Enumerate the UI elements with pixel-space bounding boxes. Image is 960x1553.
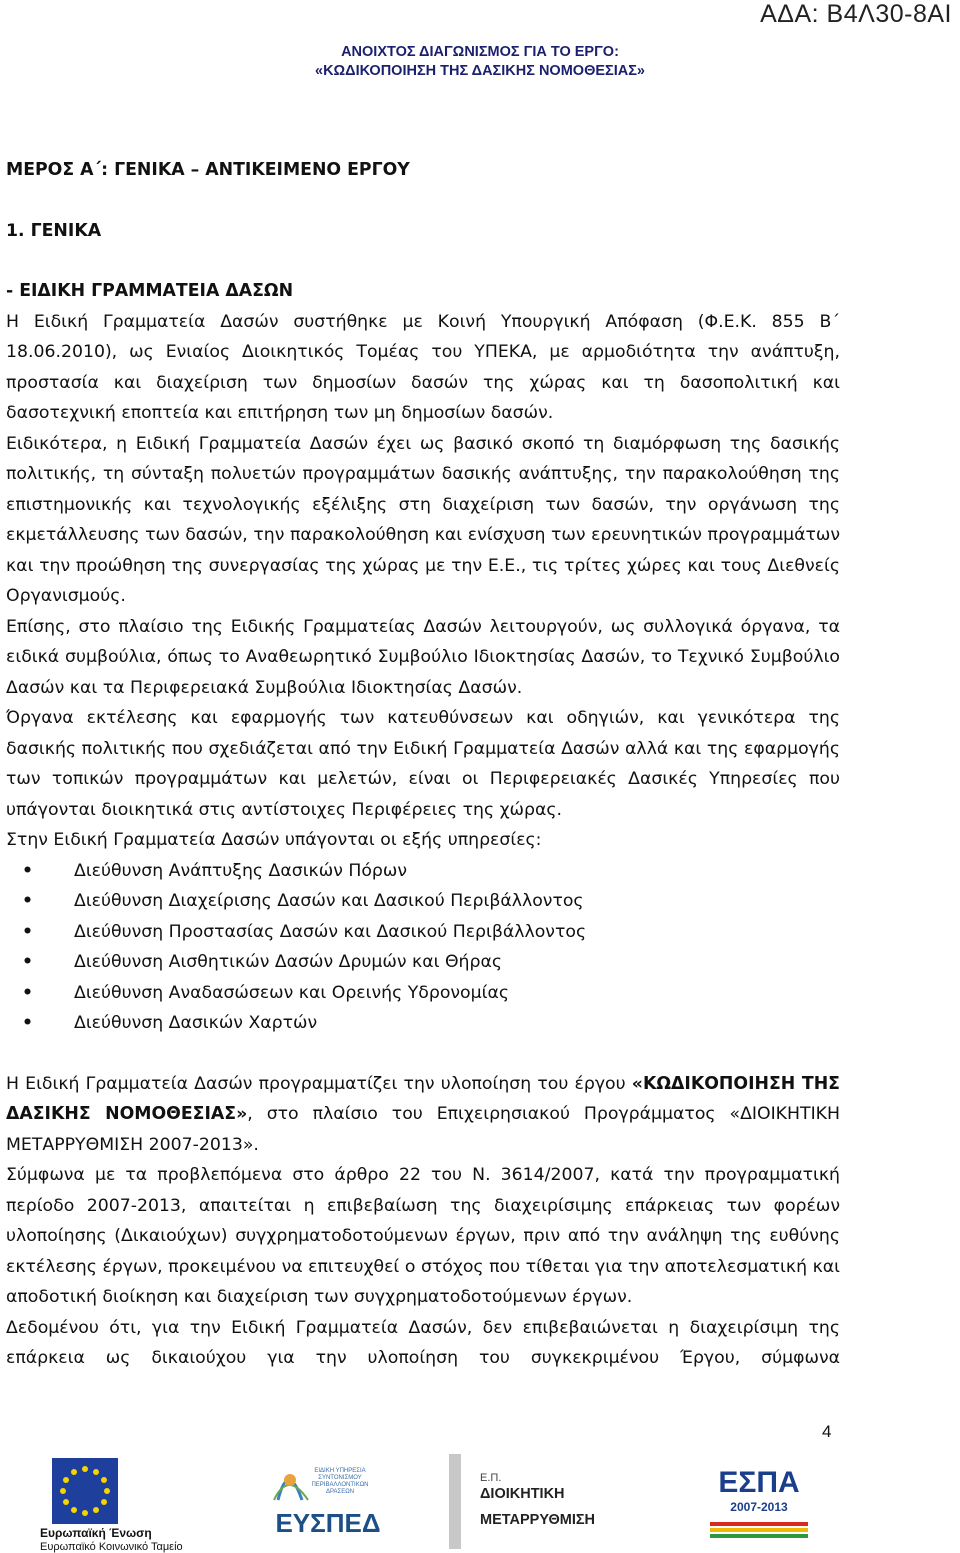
part-heading: ΜΕΡΟΣ Α΄: ΓΕΝΙΚΑ – ΑΝΤΙΚΕΙΜΕΝΟ ΕΡΓΟΥ <box>6 160 410 180</box>
document-body <box>6 155 840 1374</box>
eu-flag-icon <box>52 1458 118 1524</box>
header-line-1: ΑΝΟΙΧΤΟΣ ΔΙΑΓΩΝΙΣΜΟΣ ΓΙΑ ΤΟ ΕΡΓΟ: <box>341 44 619 60</box>
list-item: • Διεύθυνση Ανάπτυξης Δασικών Πόρων <box>6 856 840 887</box>
subsection-heading: - ΕΙΔΙΚΗ ΓΡΑΜΜΑΤΕΙΑ ΔΑΣΩΝ <box>6 281 294 301</box>
list-item: • Διεύθυνση Δασικών Χαρτών <box>6 1008 840 1039</box>
esf-label: Ευρωπαϊκό Κοινωνικό Ταμείο <box>40 1541 183 1553</box>
paragraph-purpose: Ειδικότερα, η Ειδική Γραμματεία Δασών έχει ως βασικό σκοπό τη διαμόρφωση της δασικής πολιτικής, τη σύνταξη πολυετών προγραμμάτων δασικής ανάπτυξης, την παρακολούθηση της επιστημονικής και τεχνολογικής εξέλιξης στη διαχείριση των δασών, την οργάνωση της εκμετάλλευσης των δασών, την παρακολούθηση και ενίσχυση των ερευνητικών προγραμμάτων και την προώθηση της συνεργασίας της χώρας με την Ε.Ε., τις τρίτες χώρες και τους Διεθνείς Οργανισμούς. <box>6 433 840 606</box>
paragraph-project <box>6 1069 840 1161</box>
program-line-2: ΜΕΤΑΡΡΥΘΜΙΣΗ <box>480 1512 596 1528</box>
list-item: • Διεύθυνση Προστασίας Δασών και Δασικού Περιβάλλοντος <box>6 917 840 948</box>
project-title: «ΚΩΔΙΚΟΠΟΙΗΣΗ ΤΗΣ ΔΑΣΙΚΗΣ ΝΟΜΟΘΕΣΙΑΣ» <box>6 1073 840 1124</box>
espa-years: 2007-2013 <box>730 1500 788 1514</box>
eu-label: Ευρωπαϊκή Ένωση <box>40 1526 152 1540</box>
project-text-rest: , στο πλαίσιο του Επιχειρησιακού Προγράμματος «ΔΙΟΙΚΗΤΙΚΗ ΜΕΤΑΡΡΥΘΜΙΣΗ 2007-2013». <box>6 1104 840 1155</box>
program-line-1: ΔΙΟΙΚΗΤΙΚΗ <box>480 1486 565 1502</box>
page-number: 4 <box>822 1422 832 1441</box>
paragraph-regional-services: Όργανα εκτέλεσης και εφαρμογής των κατευθύνσεων και οδηγιών, και γενικότερα της δασικής πολιτικής που σχεδιάζεται από την Ειδική Γραμματεία Δασών αλλά και της εφαρμογής των τοπικών προγραμμάτων και μελετών, είναι οι Περιφερειακές Δασικές Υπηρεσίες που υπάγονται διοικητικά στις αντίστοιχες Περιφέρειες της χώρας. <box>6 708 840 820</box>
list-item: • Διεύθυνση Αναδασώσεων και Ορεινής Υδρονομίας <box>6 978 840 1009</box>
list-item: • Διεύθυνση Διαχείρισης Δασών και Δασικού Περιβάλλοντος <box>6 886 840 917</box>
paragraph-services-intro: Στην Ειδική Γραμματεία Δασών υπάγονται οι εξής υπηρεσίες: <box>6 830 542 850</box>
list-item: • Διεύθυνση Αισθητικών Δασών Δρυμών και Θήρας <box>6 947 840 978</box>
eysped-title: ΕΥΣΠΕΔ <box>275 1508 381 1538</box>
footer-logos <box>0 1452 960 1551</box>
paragraph-establishment: Η Ειδική Γραμματεία Δασών συστήθηκε με Κοινή Υπουργική Απόφαση (Φ.Ε.Κ. 855 Β΄ 18.06.2010), ως Ενιαίος Διοικητικός Τομέας του ΥΠΕΚΑ, με αρμοδιότητα την ανάπτυξη, προστασία και διαχείριση των δημοσίων δασών της χώρας και τη δασοπολιτική και δασοτεχνική εποπτεία και επιτήρηση των μη δημοσίων δασών. <box>6 311 840 423</box>
program-abbrev: Ε.Π. <box>480 1472 502 1484</box>
espa-title: ΕΣΠΑ <box>718 1466 800 1499</box>
services-list <box>6 856 840 1039</box>
paragraph-councils: Επίσης, στο πλαίσιο της Ειδικής Γραμματείας Δασών λειτουργούν, ως συλλογικά όργανα, τα ειδικά συμβούλια, όπως το Αναθεωρητικό Συμβούλιο Ιδιοκτησίας Δασών, το Τεχνικό Συμβούλιο Δασών και τα Περιφερειακά Συμβούλια Ιδιοκτησίας Δασών. <box>6 616 840 698</box>
ada-code: ΑΔΑ: Β4Λ30-8ΑΙ <box>760 0 952 28</box>
section-heading: 1. ΓΕΝΙΚΑ <box>6 220 102 241</box>
project-text-start: Η Ειδική Γραμματεία Δασών προγραμματίζει την υλοποίηση του έργου <box>6 1073 626 1094</box>
paragraph-law: Σύμφωνα με τα προβλεπόμενα στο άρθρο 22 του Ν. 3614/2007, κατά την προγραμματική περίοδο 2007-2013, απαιτείται η επιβεβαίωση της διαχειρίσιμης επάρκειας των φορέων υλοποίησης (Δικαιούχων) συγχρηματοδοτούμενων έργων, πριν από την ανάληψη της ευθύνης εκτέλεσης έργων, προκειμένου να επιτευχθεί ο στόχος που τίθεται για την αποτελεσματική και αποδοτική διοίκηση και διαχείριση των συγχρηματοδοτούμενων έργων. <box>6 1165 840 1307</box>
eysped-subtitle: ΕΙΔΙΚΗ ΥΠΗΡΕΣΙΑ ΣΥΝΤΟΝΙΣΜΟΥ ΠΕΡΙΒΑΛΛΟΝΤΙΚΩΝ ΔΡΑΣΕΩΝ <box>311 1468 369 1495</box>
paragraph-adequacy: Δεδομένου ότι, για την Ειδική Γραμματεία Δασών, δεν επιβεβαιώνεται η διαχειρίσιμη της επάρκεια ως δικαιούχου για την υλοποίηση του συγκεκριμένου Έργου, σύμφωνα <box>6 1317 840 1368</box>
header-line-2: «ΚΩΔΙΚΟΠΟΙΗΣΗ ΤΗΣ ΔΑΣΙΚΗΣ ΝΟΜΟΘΕΣΙΑΣ» <box>315 63 645 79</box>
program-strip <box>449 1454 461 1549</box>
